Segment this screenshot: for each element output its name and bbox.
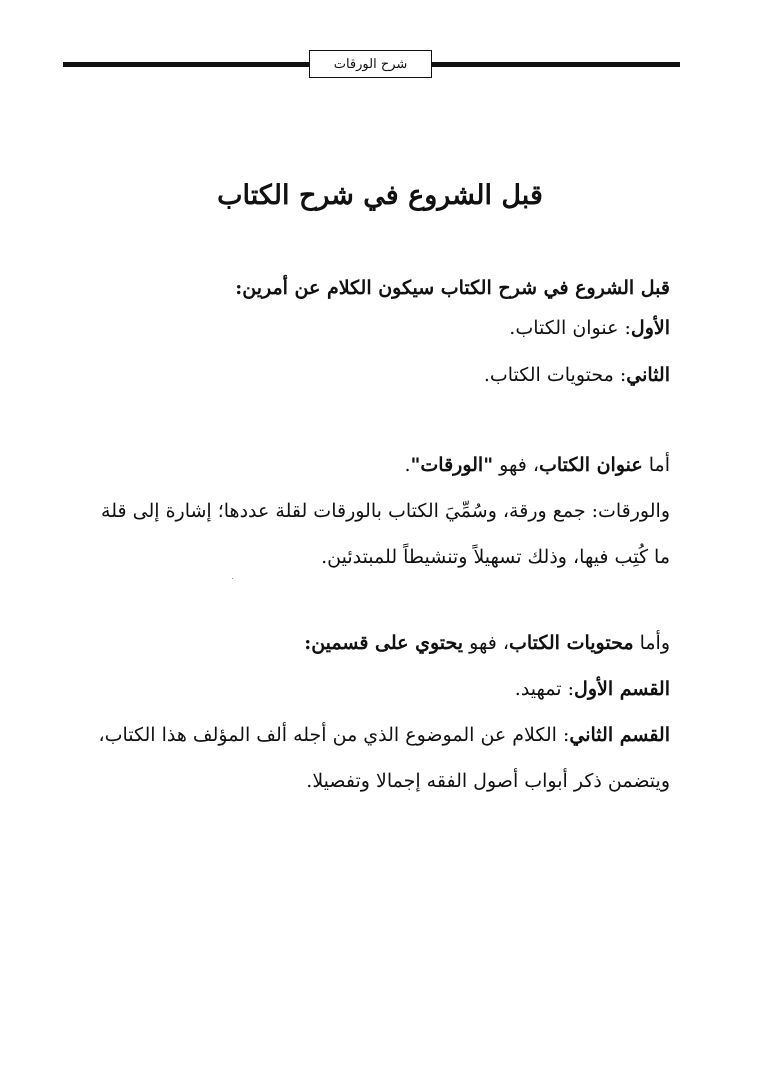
section3-part2-label: القسم الثاني — [569, 724, 670, 746]
section3-part2-text: : الكلام عن الموضوع الذي من أجله ألف المؤلف هذا الكتاب، — [98, 724, 570, 746]
section2-lead: أما — [642, 454, 670, 476]
header-rule-right — [432, 62, 680, 67]
section2-mid: ، فهو — [493, 454, 539, 476]
section3-lead: وأما — [633, 632, 670, 654]
section2-line1 — [404, 448, 670, 482]
section1-second-label: الثاني — [626, 364, 670, 386]
section3-bold: محتويات الكتاب — [508, 632, 634, 654]
section3-last-line: ويتضمن ذكر أبواب أصول الفقه إجمالا وتفصيلا. — [306, 770, 670, 792]
section2-bold: عنوان الكتاب — [539, 454, 643, 476]
header-rule-left — [63, 62, 310, 67]
section3-part1-label: القسم الأول — [574, 678, 670, 700]
page-title: قبل الشروع في شرح الكتاب — [217, 180, 543, 211]
section1-first-item — [509, 311, 670, 345]
section1-second-text: : محتويات الكتاب. — [483, 364, 627, 386]
section3-part1-text: : تمهيد. — [514, 678, 575, 700]
section2-end: . — [404, 454, 411, 476]
section2-quote: "الورقات" — [410, 454, 494, 476]
section1-first-text: : عنوان الكتاب. — [509, 317, 631, 339]
page-speck — [232, 578, 233, 579]
running-header-title: شرح الورقات — [333, 56, 408, 72]
section2-line2: والورقات: جمع ورقة، وسُمِّيَ الكتاب بالورقات لقلة عددها؛ إشارة إلى قلة — [101, 500, 670, 522]
section3-line1 — [304, 626, 670, 660]
section1-second-item — [484, 358, 670, 392]
section3-part2 — [74, 718, 670, 752]
section3-bold2: يحتوي على قسمين: — [304, 632, 464, 654]
section1-intro-text: قبل الشروع في شرح الكتاب سيكون الكلام عن أمرين: — [235, 277, 670, 299]
running-header — [309, 50, 432, 78]
section2-line3: ما كُتِب فيها، وذلك تسهيلاً وتنشيطاً للمبتدئين. — [321, 546, 670, 568]
section3-part1 — [515, 672, 670, 706]
section1-first-label: الأول — [630, 317, 670, 339]
section3-mid: ، فهو — [463, 632, 509, 654]
section1-intro — [235, 271, 670, 305]
